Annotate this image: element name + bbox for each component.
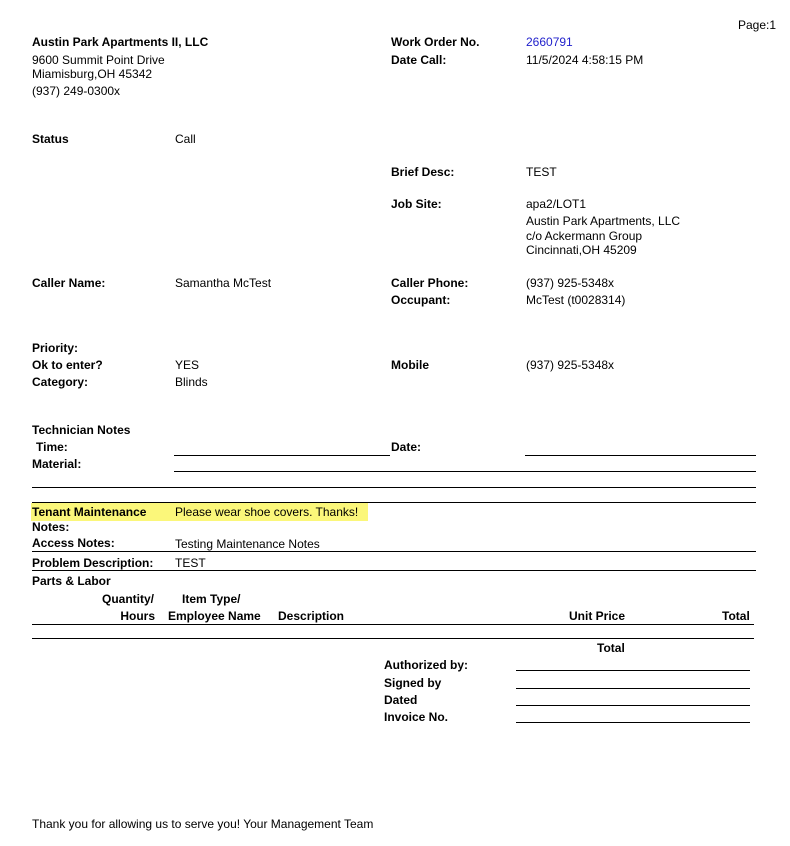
job-site-line: apa2/LOT1: [526, 197, 587, 211]
signed-by-label: Signed by: [384, 676, 442, 690]
time-line: [174, 455, 390, 456]
work-order-label: Work Order No.: [391, 35, 480, 49]
brief-desc-label: Brief Desc:: [391, 165, 455, 179]
company-name: Austin Park Apartments II, LLC: [32, 35, 209, 49]
dated-line: [516, 705, 750, 706]
status-value: Call: [175, 132, 196, 146]
page-number: Page:1: [738, 18, 777, 32]
access-notes-line: [32, 551, 756, 552]
tenant-notes-label-line2: Notes:: [32, 520, 70, 534]
col-description-header: Description: [278, 609, 345, 623]
occupant-value: McTest (t0028314): [526, 293, 626, 307]
date-label: Date:: [391, 440, 422, 454]
date-call-value: 11/5/2024 4:58:15 PM: [526, 53, 644, 67]
notes-divider: [32, 487, 756, 488]
col-total-header: Total: [722, 609, 750, 623]
job-site-line: Cincinnati,OH 45209: [526, 243, 637, 257]
tenant-notes-label: Tenant Maintenance: [32, 505, 147, 519]
grand-total-label: Total: [597, 641, 625, 655]
access-notes-value: Testing Maintenance Notes: [175, 537, 320, 551]
brief-desc-value: TEST: [526, 165, 557, 179]
company-address-line1: 9600 Summit Point Drive: [32, 53, 165, 67]
status-label: Status: [32, 132, 69, 146]
ok-to-enter-value: YES: [175, 358, 200, 372]
col-employee-name-header: Employee Name: [168, 609, 261, 623]
category-value: Blinds: [175, 375, 208, 389]
caller-name-value: Samantha McTest: [175, 276, 272, 290]
caller-name-label: Caller Name:: [32, 276, 106, 290]
mobile-label: Mobile: [391, 358, 429, 372]
technician-notes-label: Technician Notes: [32, 423, 131, 437]
material-line: [174, 471, 756, 472]
authorized-by-label: Authorized by:: [384, 658, 468, 672]
job-site-label: Job Site:: [391, 197, 442, 211]
job-site-line: Austin Park Apartments, LLC: [526, 214, 681, 228]
category-label: Category:: [32, 375, 89, 389]
company-phone: (937) 249-0300x: [32, 84, 121, 98]
problem-desc-value: TEST: [175, 556, 206, 570]
invoice-no-line: [516, 722, 750, 723]
col-hours-header: Hours: [120, 609, 155, 623]
priority-label: Priority:: [32, 341, 79, 355]
col-unit-price-header: Unit Price: [569, 609, 626, 623]
caller-phone-value: (937) 925-5348x: [526, 276, 615, 290]
ok-to-enter-label: Ok to enter?: [32, 358, 103, 372]
occupant-label: Occupant:: [391, 293, 451, 307]
material-label: Material:: [32, 457, 82, 471]
access-notes-label: Access Notes:: [32, 536, 115, 550]
parts-header-line: [32, 624, 754, 625]
job-site-line: c/o Ackermann Group: [526, 229, 643, 243]
parts-labor-title: Parts & Labor: [32, 574, 111, 588]
tenant-notes-value: Please wear shoe covers. Thanks!: [175, 505, 359, 519]
date-call-label: Date Call:: [391, 53, 447, 67]
col-quantity-header: Quantity/: [101, 592, 154, 606]
dated-label: Dated: [384, 693, 418, 707]
signed-by-line: [516, 688, 750, 689]
footer-message: Thank you for allowing us to serve you! Your Management Team: [32, 817, 374, 831]
mobile-value: (937) 925-5348x: [526, 358, 615, 372]
col-item-type-header: Item Type/: [182, 592, 241, 606]
problem-desc-line: [32, 570, 756, 571]
authorized-by-line: [516, 670, 750, 671]
company-address-line2: Miamisburg,OH 45342: [32, 67, 153, 81]
caller-phone-label: Caller Phone:: [391, 276, 469, 290]
parts-body-line: [32, 638, 754, 639]
date-line: [525, 455, 756, 456]
problem-desc-label: Problem Description:: [32, 556, 154, 570]
work-order-number: 2660791: [526, 35, 573, 49]
time-label: Time:: [36, 440, 68, 454]
invoice-no-label: Invoice No.: [384, 710, 449, 724]
